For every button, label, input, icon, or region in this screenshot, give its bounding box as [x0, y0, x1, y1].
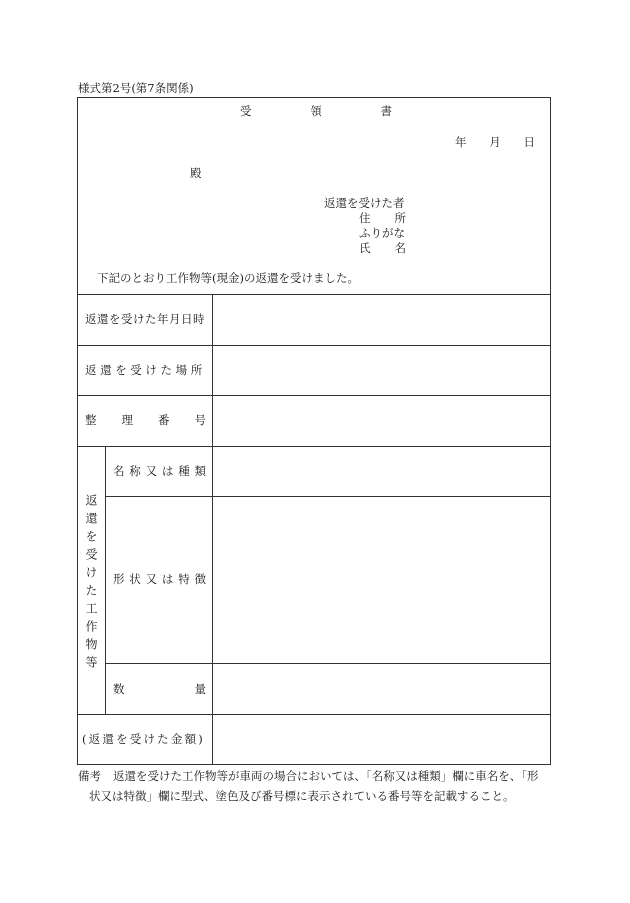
row-divider	[77, 294, 551, 295]
returnee-heading: 返還を受けた者	[324, 196, 405, 210]
form-frame	[77, 97, 551, 765]
document-title: 受 領 書	[240, 104, 392, 118]
form-number-label: 様式第2号(第7条関係)	[78, 81, 194, 95]
group-column-divider	[105, 446, 106, 714]
row-label-date-time: 返還を受けた年月日時	[85, 312, 205, 326]
statement-text: 下記のとおり工作物等(現金)の返還を受けました。	[97, 271, 359, 285]
row-label-amount: (返還を受けた金額)	[82, 732, 205, 746]
note-line-1: 返還を受けた工作物等が車両の場合においては、「名称又は種類」欄に車名を、「形	[113, 769, 539, 783]
row-divider	[77, 714, 551, 715]
row-label-quantity: 数 量	[113, 682, 206, 696]
addressee-suffix: 殿	[190, 166, 202, 180]
day-label: 日	[523, 135, 535, 149]
returnee-furigana-label: ふりがな	[359, 226, 405, 240]
group-label-returned-items: 返還を受けた工作物等	[84, 494, 98, 674]
month-label: 月	[489, 135, 501, 149]
row-divider	[77, 446, 551, 447]
row-label-shape-or-features: 形状又は特徴	[113, 572, 211, 586]
row-divider	[77, 345, 551, 346]
returnee-name-label: 氏 名	[359, 241, 406, 255]
date-field	[455, 137, 535, 149]
returnee-address-label: 住 所	[359, 211, 406, 225]
row-divider	[77, 395, 551, 396]
row-divider	[105, 663, 551, 664]
note-line-2: 状又は特徴」欄に型式、塗色及び番号標に表示されている番号等を記載すること。	[89, 789, 515, 803]
year-label: 年	[455, 135, 467, 149]
column-divider	[212, 294, 213, 765]
row-label-name-or-type: 名称又は種類	[113, 464, 211, 478]
note-label: 備考	[78, 769, 101, 783]
row-label-ref-number: 整 理 番 号	[85, 413, 206, 427]
row-divider	[105, 496, 551, 497]
row-label-place: 返還を受けた場所	[85, 363, 206, 377]
